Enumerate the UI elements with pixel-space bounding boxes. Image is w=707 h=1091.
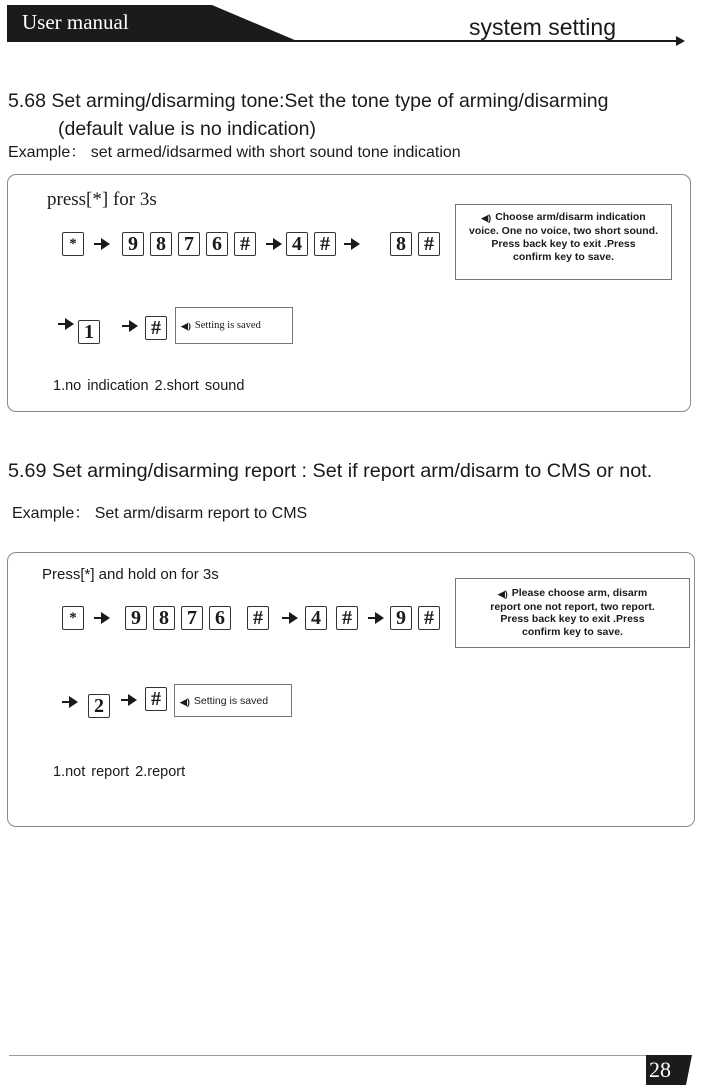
section-569-press-instruction: Press[*] and hold on for 3s: [42, 566, 219, 583]
key-hash: #: [234, 232, 256, 256]
section-569-hint-box: [455, 578, 690, 648]
section-568-example: Example： set armed/idsarmed with short sound tone indication: [8, 144, 461, 161]
section-568-heading-cont: (default value is no indication): [58, 118, 316, 140]
key-6: 6: [209, 606, 231, 630]
key-7: 7: [181, 606, 203, 630]
key-hash: #: [145, 316, 167, 340]
section-569-example: Example： Set arm/disarm report to CMS: [12, 505, 308, 522]
key-star: *: [62, 606, 84, 630]
speaker-icon: ◀): [497, 589, 508, 599]
key-hash: #: [314, 232, 336, 256]
section-label: system setting: [469, 14, 616, 40]
hint-line: confirm key to save.: [513, 251, 614, 263]
manual-label: User manual: [22, 10, 129, 34]
hint-line: confirm key to save.: [522, 625, 623, 638]
arrow-right-icon: [94, 238, 110, 250]
key-4: 4: [286, 232, 308, 256]
key-star: *: [62, 232, 84, 256]
section-568-hint-box: [455, 204, 672, 280]
section-568-press-instruction: press[*] for 3s: [47, 189, 157, 210]
hint-line: ◀) Please choose arm, disarm: [497, 587, 648, 599]
key-4: 4: [305, 606, 327, 630]
key-hash: #: [418, 232, 440, 256]
speaker-icon: ◀): [180, 697, 190, 707]
hint-line: Press back key to exit .Press: [491, 238, 636, 250]
key-hash: #: [247, 606, 269, 630]
key-7: 7: [178, 232, 200, 256]
page-number: 28: [649, 1057, 671, 1082]
key-hash: #: [418, 606, 440, 630]
saved-text: Setting is saved: [194, 320, 261, 331]
arrow-right-icon: [94, 612, 110, 624]
arrow-right-icon: [266, 238, 282, 250]
key-8: 8: [150, 232, 172, 256]
key-1: 1: [78, 320, 100, 344]
speaker-icon: ◀): [481, 213, 492, 223]
key-9: 9: [125, 606, 147, 630]
hint-line: Press back key to exit .Press: [500, 613, 645, 625]
section-569-saved-box: [174, 684, 292, 717]
arrow-right-icon: [344, 238, 360, 250]
section-568-saved-box: [175, 307, 293, 344]
arrow-right-icon: [368, 612, 384, 624]
key-8: 8: [153, 606, 175, 630]
saved-text: Setting is saved: [193, 695, 269, 707]
arrow-right-icon: [122, 320, 138, 332]
speaker-icon: ◀): [181, 321, 191, 331]
arrow-right-icon: [58, 318, 74, 330]
key-hash: #: [145, 687, 167, 711]
hint-line: report one not report, two report.: [490, 600, 655, 613]
key-9: 9: [122, 232, 144, 256]
footer-rule: [9, 1055, 654, 1056]
key-2: 2: [88, 694, 110, 718]
key-hash: #: [336, 606, 358, 630]
header-rule: [7, 40, 680, 42]
arrow-right-icon: [62, 696, 78, 708]
section-569-options: 1.not report 2.report: [53, 764, 186, 780]
header-arrow-icon: [676, 36, 685, 46]
section-569-heading: 5.69 Set arming/disarming report : Set if report arm/disarm to CMS or not.: [8, 460, 653, 482]
arrow-right-icon: [282, 612, 298, 624]
key-6: 6: [206, 232, 228, 256]
hint-line: voice. One no voice, two short sound.: [468, 225, 659, 237]
section-568-options: 1.no indication 2.short sound: [53, 378, 245, 394]
key-9: 9: [390, 606, 412, 630]
section-568-heading: 5.68 Set arming/disarming tone:Set the tone type of arming/disarming: [8, 90, 609, 112]
key-8: 8: [390, 232, 412, 256]
hint-line: ◀) Choose arm/disarm indication: [481, 211, 646, 223]
arrow-right-icon: [121, 694, 137, 706]
